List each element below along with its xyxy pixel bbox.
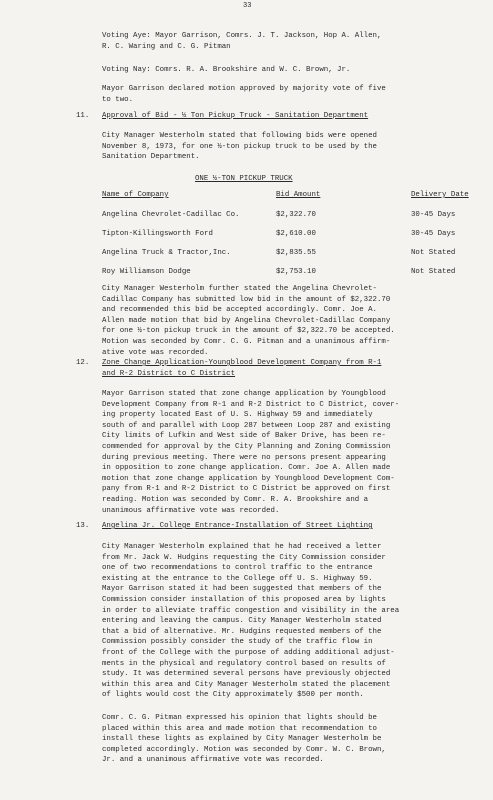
item-number: 13. — [76, 522, 90, 530]
body-line: Sanitation Department. — [102, 153, 200, 162]
bid-table-header — [102, 190, 482, 201]
item-title: Approval of Bid - ½ Ton Pickup Truck - Sanitation Department — [102, 112, 369, 120]
body-line: City Manager Westerholm explained that he had received a letter — [102, 543, 382, 551]
item-body — [102, 542, 399, 701]
cell-bid: $2,610.00 — [276, 230, 316, 238]
body-line: in opposition to zone change application. Comr. Joe A. Allen made — [102, 464, 391, 473]
header-bid: Bid Amount — [276, 191, 321, 199]
body-line: commended for approval by the City Planning and Zoning Commission — [102, 442, 391, 451]
body-line: Motion was seconded by Comr. C. G. Pitman and a unanimous affirm- — [102, 337, 391, 346]
item-title — [102, 358, 381, 379]
cell-company: Roy Williamson Dodge — [102, 268, 191, 276]
item-number: 11. — [76, 112, 90, 120]
item-body — [102, 131, 377, 163]
bid-table-title: ONE ½-TON PICKUP TRUCK — [195, 175, 293, 183]
voting-nay-block — [102, 65, 350, 76]
body-line: of lights would cost the City approximately $500 per month. — [102, 691, 364, 700]
cell-delivery: 30-45 Days — [411, 211, 456, 219]
body-line: motion that zone change application by Youngblood Development Com- — [102, 474, 395, 483]
body-line: Commission consider installation of this proposed area by lights — [102, 595, 386, 604]
item-body — [102, 389, 399, 516]
body-line: City Manager Westerholm further stated the Angelina Chevrolet- — [102, 285, 377, 293]
cell-bid: $2,753.10 — [276, 268, 316, 276]
body-line: for one ½-ton pickup truck in the amount of $2,322.70 be accepted. — [102, 327, 395, 336]
body-line: Cadillac Company has submitted low bid in the amount of $2,322.70 — [102, 295, 391, 304]
body-line: south of and parallel with Loop 287 between Loop 287 and existing — [102, 421, 391, 430]
item-number: 12. — [76, 359, 90, 367]
body-line: completed accordingly. Motion was seconded by Comr. W. C. Brown, — [102, 745, 386, 754]
body-line: Mayor Garrison stated that zone change application by Youngblood — [102, 390, 386, 398]
body-line: that a bid of alternative. Mr. Hudgins requested members of the — [102, 627, 382, 636]
body-line: City Manager Westerholm stated that following bids were opened — [102, 132, 377, 140]
header-delivery: Delivery Date — [411, 191, 469, 199]
declared-block — [102, 84, 386, 105]
table-row — [102, 210, 482, 221]
body-line: ative vote was recorded. — [102, 348, 209, 357]
body-line: and recommended this bid be accepted accordingly. Comr. Joe A. — [102, 306, 377, 315]
voting-aye-line: R. C. Waring and C. G. Pitman — [102, 42, 231, 51]
cell-bid: $2,322.70 — [276, 211, 316, 219]
body-line: City limits of Lufkin and West side of Baker Drive, has been re- — [102, 432, 386, 441]
body-line: ing property located East of U. S. Highway 59 and immediately — [102, 411, 373, 420]
table-row — [102, 248, 482, 259]
body-line: Commission possibly consider the study of the traffic flow in — [102, 638, 373, 647]
body-line: Mayor Garrison stated it had been suggested that members of the — [102, 585, 382, 594]
cell-delivery: Not Stated — [411, 249, 456, 257]
body-line: during previous meeting. There were no persons present appearing — [102, 453, 386, 462]
item-title: Angelina Jr. College Entrance-Installation of Street Lighting — [102, 522, 373, 530]
item-body-continued — [102, 713, 386, 766]
voting-aye-block — [102, 31, 381, 52]
body-line: study. It was determined several persons have previously objected — [102, 670, 391, 679]
body-line: front of the College with the purpose of adding additional adjust- — [102, 648, 395, 657]
cell-company: Angelina Chevrolet-Cadillac Co. — [102, 211, 240, 219]
cell-delivery: Not Stated — [411, 268, 456, 276]
item-result — [102, 284, 395, 358]
cell-company: Tipton-Killingsworth Ford — [102, 230, 213, 238]
body-line: Allen made motion that bid by Angelina Chevrolet-Cadillac Company — [102, 316, 391, 325]
voting-aye-line: Voting Aye: Mayor Garrison, Comrs. J. T. Jackson, Hop A. Allen, — [102, 32, 382, 40]
voting-nay-line: Voting Nay: Comrs. R. A. Brookshire and W. C. Brown, Jr. — [102, 66, 351, 74]
body-line: unanimous affirmative vote was recorded. — [102, 506, 280, 515]
title-line: Zone Change Application-Youngblood Development Company from R-1 — [102, 359, 382, 367]
table-row — [102, 267, 482, 278]
cell-bid: $2,835.55 — [276, 249, 316, 257]
body-line: November 8, 1973, for one ½-ton pickup truck to be used by the — [102, 142, 377, 151]
body-line: Jr. and a unanimous affirmative vote was recorded. — [102, 756, 324, 765]
header-company: Name of Company — [102, 191, 169, 199]
body-line: install these lights as explained by City Manager Westerholm be — [102, 735, 382, 744]
page-number: 33 — [243, 2, 252, 10]
body-line: within this area and City Manager Westerholm stated the placement — [102, 680, 391, 689]
title-line: and R-2 District to C District — [102, 369, 236, 378]
body-line: placed within this area and made motion that recommendation to — [102, 724, 377, 733]
body-line: Comr. C. G. Pitman expressed his opinion that lights should be — [102, 714, 377, 722]
body-line: ments in the physical and regulatory control based on results of — [102, 659, 386, 668]
body-line: Development Company from R-1 and R-2 District to C District, cover- — [102, 400, 400, 409]
declared-line: to two. — [102, 95, 134, 104]
body-line: pany from R-1 and R-2 District to C District be approved on first — [102, 485, 391, 494]
cell-delivery: 30-45 Days — [411, 230, 456, 238]
body-line: in order to alleviate traffic congestion and visibility in the area — [102, 606, 400, 615]
body-line: existing at the entrance to the College off U. S. Highway 59. — [102, 574, 373, 583]
table-row — [102, 229, 482, 240]
body-line: reading. Motion was seconded by Comr. R. A. Brookshire and a — [102, 495, 369, 504]
body-line: from Mr. Jack W. Hudgins requesting the City Commission consider — [102, 553, 386, 562]
bid-table — [102, 190, 482, 280]
cell-company: Angelina Truck & Tractor,Inc. — [102, 249, 231, 257]
body-line: one of two recommendations to control traffic to the entrance — [102, 564, 373, 573]
declared-line: Mayor Garrison declared motion approved by majority vote of five — [102, 85, 386, 93]
body-line: entering and leaving the campus. City Manager Westerholm stated — [102, 617, 382, 626]
